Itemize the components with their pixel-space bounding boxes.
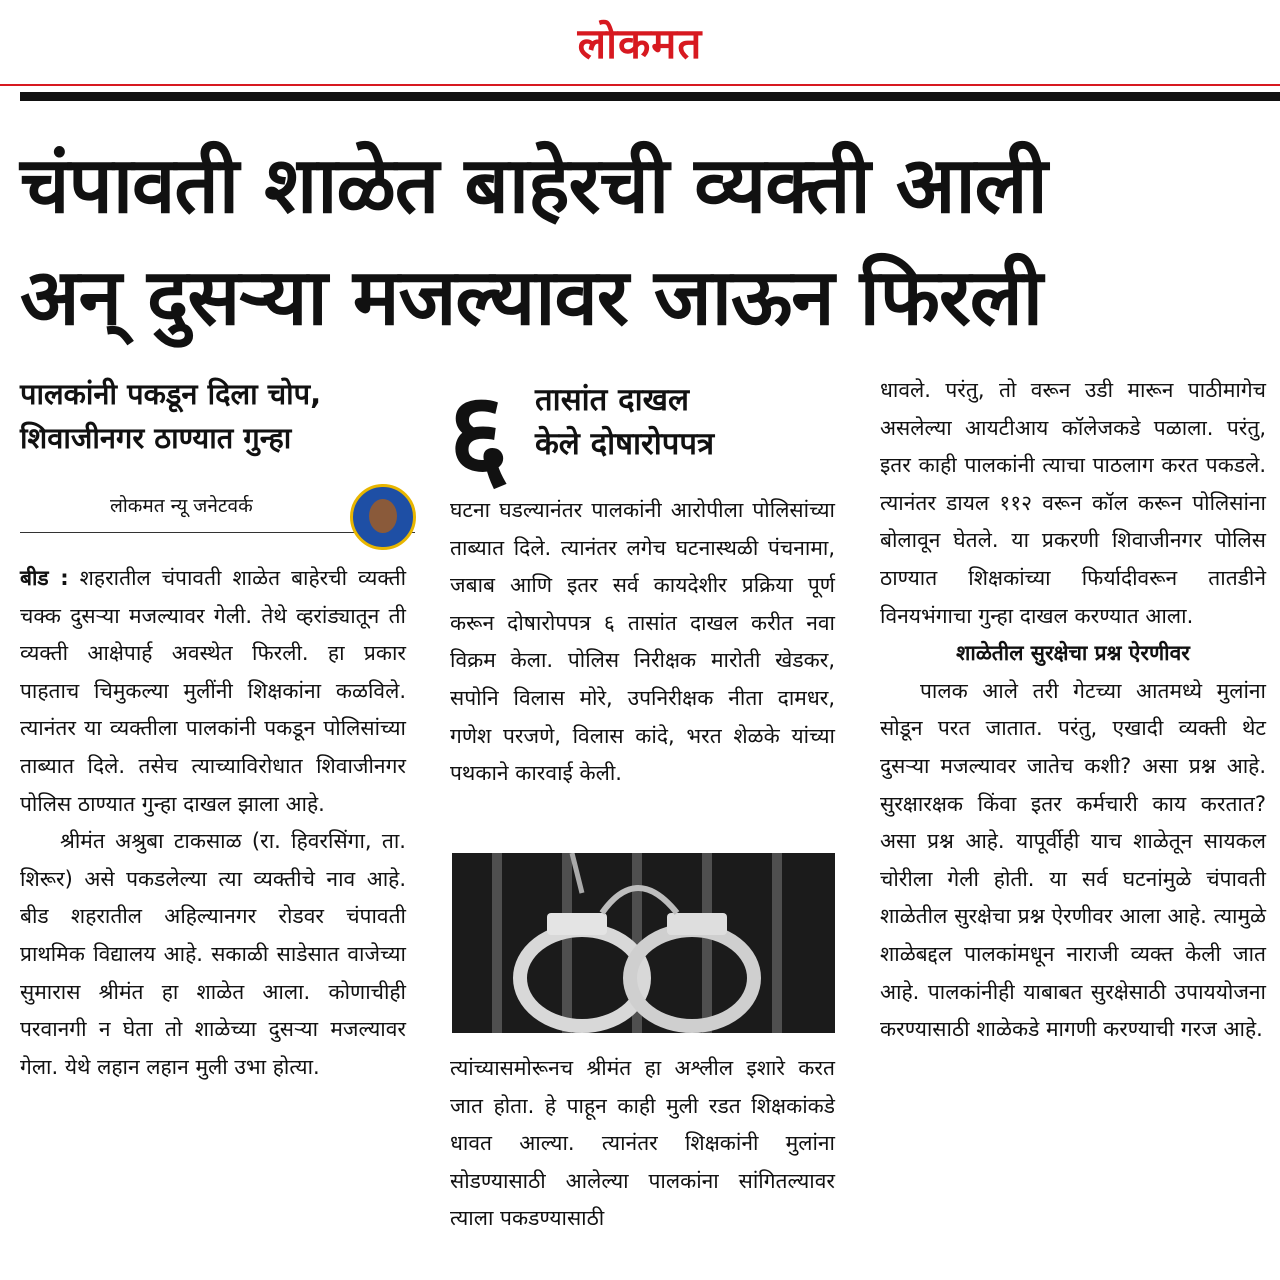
column-1-para-1: शहरातील चंपावती शाळेत बाहेरची व्यक्ती चक्क दुसऱ्या मजल्यावर गेली. तेथे व्हरांड्यातून ती व्यक्ती आक्षेपार्ह अवस्थेत फिरली. हा प्रकार पाहताच चिमुकल्या मुलींनी शिक्षकांना कळविले. त्यानंतर या व्यक्तीला पालकांनी पकडून पोलिसांच्या ताब्यात दिले. तसेच त्याच्याविरोधात शिवाजीनगर पोलिस ठाण्यात गुन्हा दाखल झाला आहे. — [20, 566, 407, 816]
reporter-badge-icon — [350, 484, 416, 550]
column-1 — [20, 560, 406, 1086]
column-3-para-2: पालक आले तरी गेटच्या आतमध्ये मुलांना सोडून परत जातात. परंतु, एखादी व्यक्ती थेट दुसऱ्या मजल्यावर जातेच कशी? असा प्रश्न आहे. सुरक्षारक्षक किंवा इतर कर्मचारी काय करतात? असा प्रश्न आहे. यापूर्वीही याच शाळेतून सायकल चोरीला गेली होती. या सर्व घटनांमुळे चंपावती शाळेतील सुरक्षेचा प्रश्न ऐरणीवर आला आहे. त्यामुळे शाळेबद्दल पालकांमधून नाराजी व्यक्त केली जात आहे. पालकांनीही याबाबत सुरक्षेसाठी उपाययोजना करण्यासाठी शाळेकडे मागणी करण्याची गरज आहे. — [880, 678, 1266, 1042]
column-2-continued: त्यांच्यासमोरूनच श्रीमंत हा अश्लील इशारे करत जात होता. हे पाहून काही मुली रडत शिक्षकांकडे धावत आल्या. त्यानंतर शिक्षकांनी मुलांना सोडण्यासाठी आलेल्या पालकांना सांगितल्यावर त्याला पकडण्यासाठी — [450, 1056, 835, 1231]
masthead — [0, 0, 1280, 80]
headline-line-2: अन् दुसऱ्या मजल्यावर जाऊन फिरली — [20, 253, 1042, 343]
subheadline-line-2: शिवाजीनगर ठाण्यात गुन्हा — [20, 421, 292, 455]
subheadline-line-1: पालकांनी पकडून दिला चोप, — [20, 377, 322, 411]
byline: लोकमत न्यू जनेटवर्क — [110, 495, 253, 517]
column-3-subhead: शाळेतील सुरक्षेचा प्रश्न ऐरणीवर — [956, 641, 1190, 666]
masthead-rule — [0, 84, 1280, 86]
column-3-para-1: धावले. परंतु, तो वरून उडी मारून पाठीमागेच असलेल्या आयटीआय कॉलेजकडे पळाला. परंतु, इतर काही पालकांनी त्याचा पाठलाग करत पकडले. त्यानंतर डायल ११२ वरून कॉल करून पोलिसांना बोलावून घेतले. या प्रकरणी शिवाजीनगर पोलिस ठाण्यात शिक्षकांच्या फिर्यादीवरून तातडीने विनयभंगाचा गुन्हा दाखल करण्यात आला. — [880, 378, 1266, 628]
headline-rule — [20, 92, 1280, 101]
headline-line-1: चंपावती शाळेत बाहेरची व्यक्ती आली — [20, 141, 1047, 231]
dateline: बीड : — [20, 566, 69, 590]
box-title-line-1: तासांत दाखल — [535, 382, 690, 418]
box-body: घटना घडल्यानंतर पालकांनी आरोपीला पोलिसांच्या ताब्यात दिले. त्यानंतर लगेच घटनास्थळी पंचनामा, जबाब आणि इतर सर्व कायदेशीर प्रक्रिया पूर्ण करून दोषारोपपत्र ६ तासांत दाखल करीत नवा विक्रम केला. पोलिस निरीक्षक मारोती खेडकर, सपोनि विलास मोरे, उपनिरीक्षक नीता दामधर, गणेश परजणे, विलास कांदे, भरत शेळके यांच्या पथकाने कारवाई केली. — [450, 498, 835, 786]
box-number: ६ — [448, 366, 510, 504]
handcuffs-photo — [452, 853, 835, 1033]
subheadline — [20, 372, 410, 460]
lokmat-logo: लोकमत — [577, 19, 703, 68]
reporter-photo — [369, 499, 397, 533]
handcuffs-icon — [452, 853, 835, 1033]
column-3 — [880, 372, 1266, 1049]
column-1-para-2: श्रीमंत अश्रुबा टाकसाळ (रा. हिवरसिंगा, ता. शिरूर) असे पकडलेल्या त्या व्यक्तीचे नाव आहे. बीड शहरातील अहिल्यानगर रोडवर चंपावती प्राथमिक विद्यालय आहे. सकाळी साडेसात वाजेच्या सुमारास श्रीमंत हा शाळेत आला. कोणाचीही परवानगी न घेता तो शाळेच्या दुसऱ्या मजल्यावर गेला. येथे लहान लहान मुली उभा होत्या. — [20, 829, 406, 1079]
headline — [20, 130, 1270, 354]
box-title — [535, 378, 835, 466]
box-title-line-2: केले दोषारोपपत्र — [535, 426, 715, 462]
